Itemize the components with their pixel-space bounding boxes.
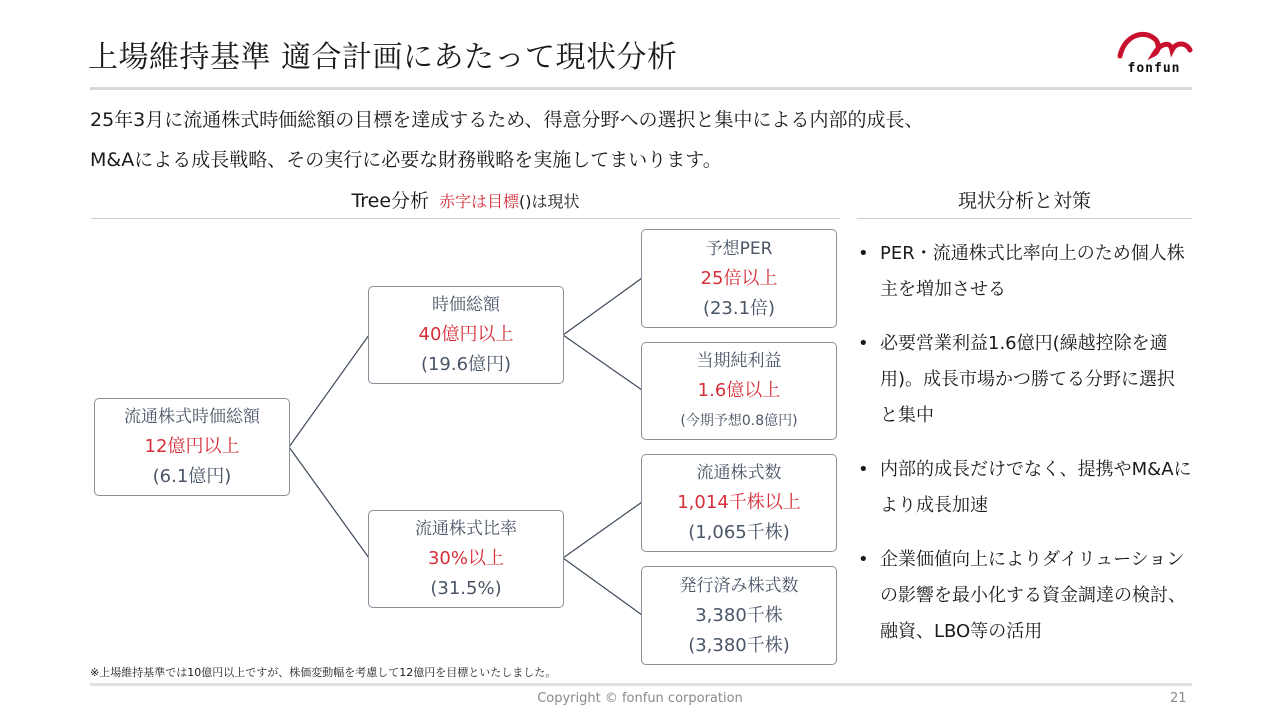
analysis-heading: 現状分析と対策 [957, 190, 1091, 212]
footer-divider [90, 683, 1192, 686]
connector-root-mid2 [289, 447, 369, 558]
tree-node-root [94, 398, 290, 496]
mid2-target: 30%以上 [427, 548, 504, 569]
analysis-item: • PER・流通株式比率向上のため個人株主を増加させる [856, 236, 1192, 308]
legend-current: ()は現状 [519, 192, 580, 211]
connector-root-mid1 [289, 335, 369, 447]
analysis-item: • 内部的成長だけでなく、提携やM&Aにより成長加速 [856, 452, 1192, 524]
tree-node-float-ratio [368, 510, 564, 608]
analysis-list [856, 236, 1192, 668]
connector-mid2-leaf3 [563, 502, 642, 558]
footnote: ※上場維持基準では10億円以上ですが、株価変動幅を考慮して12億円を目標といたしました。 [90, 666, 557, 679]
leaf3-current: (1,065千株) [688, 522, 790, 543]
tree-title: Tree分析 [351, 190, 430, 212]
analysis-item: • 必要営業利益1.6億円(繰越控除を適用)。成長市場かつ勝てる分野に選択と集中 [856, 326, 1192, 434]
leaf3-target: 1,014千株以上 [677, 492, 801, 513]
mid2-current: (31.5%) [430, 578, 502, 599]
tree-node-net-income [641, 342, 837, 440]
leaf4-label: 発行済み株式数 [679, 575, 799, 596]
leaf3-label: 流通株式数 [696, 463, 782, 483]
connector-mid2-leaf4 [563, 558, 642, 615]
logo-text: fonfun [1127, 61, 1181, 76]
root-target: 12億円以上 [144, 436, 240, 457]
connector-mid1-leaf1 [563, 278, 642, 335]
analysis-item: • 企業価値向上によりダイリューションの影響を最小化する資金調達の検討、融資、LBO等の活用 [856, 542, 1192, 650]
mid1-target: 40億円以上 [418, 324, 514, 345]
leaf1-label: 予想PER [705, 238, 773, 259]
mid2-label: 流通株式比率 [415, 519, 517, 539]
leaf1-current: (23.1倍) [702, 297, 776, 319]
tree-node-market-cap [368, 286, 564, 384]
leaf4-current: (3,380千株) [688, 634, 790, 656]
connector-mid1-leaf2 [563, 335, 642, 390]
tree-node-issued-shares [641, 566, 837, 665]
page-title: 上場維持基準 適合計画にあたって現状分析 [88, 40, 678, 75]
legend-target: 赤字は目標 [439, 192, 520, 211]
tree-node-per [641, 229, 837, 328]
page-number: 21 [1170, 691, 1187, 706]
tree-node-float-shares [641, 454, 837, 552]
leaf1-target: 25倍以上 [700, 267, 778, 289]
copyright: Copyright © fonfun corporation [537, 691, 743, 706]
leaf4-value: 3,380千株 [695, 604, 783, 626]
mid1-current: (19.6億円) [420, 354, 512, 375]
leaf2-target: 1.6億以上 [697, 380, 781, 401]
leaf2-current: (今期予想0.8億円) [680, 413, 798, 429]
intro-line-1: 25年3月に流通株式時価総額の目標を達成するため、得意分野への選択と集中による内部的成長、 [90, 109, 924, 131]
root-current: (6.1億円) [152, 466, 232, 487]
leaf2-label: 当期純利益 [696, 351, 782, 371]
intro-line-2: M&Aによる成長戦略、その実行に必要な財務戦略を実施してまいります。 [90, 149, 722, 171]
root-label: 流通株式時価総額 [124, 407, 260, 427]
mid1-label: 時価総額 [432, 295, 500, 315]
